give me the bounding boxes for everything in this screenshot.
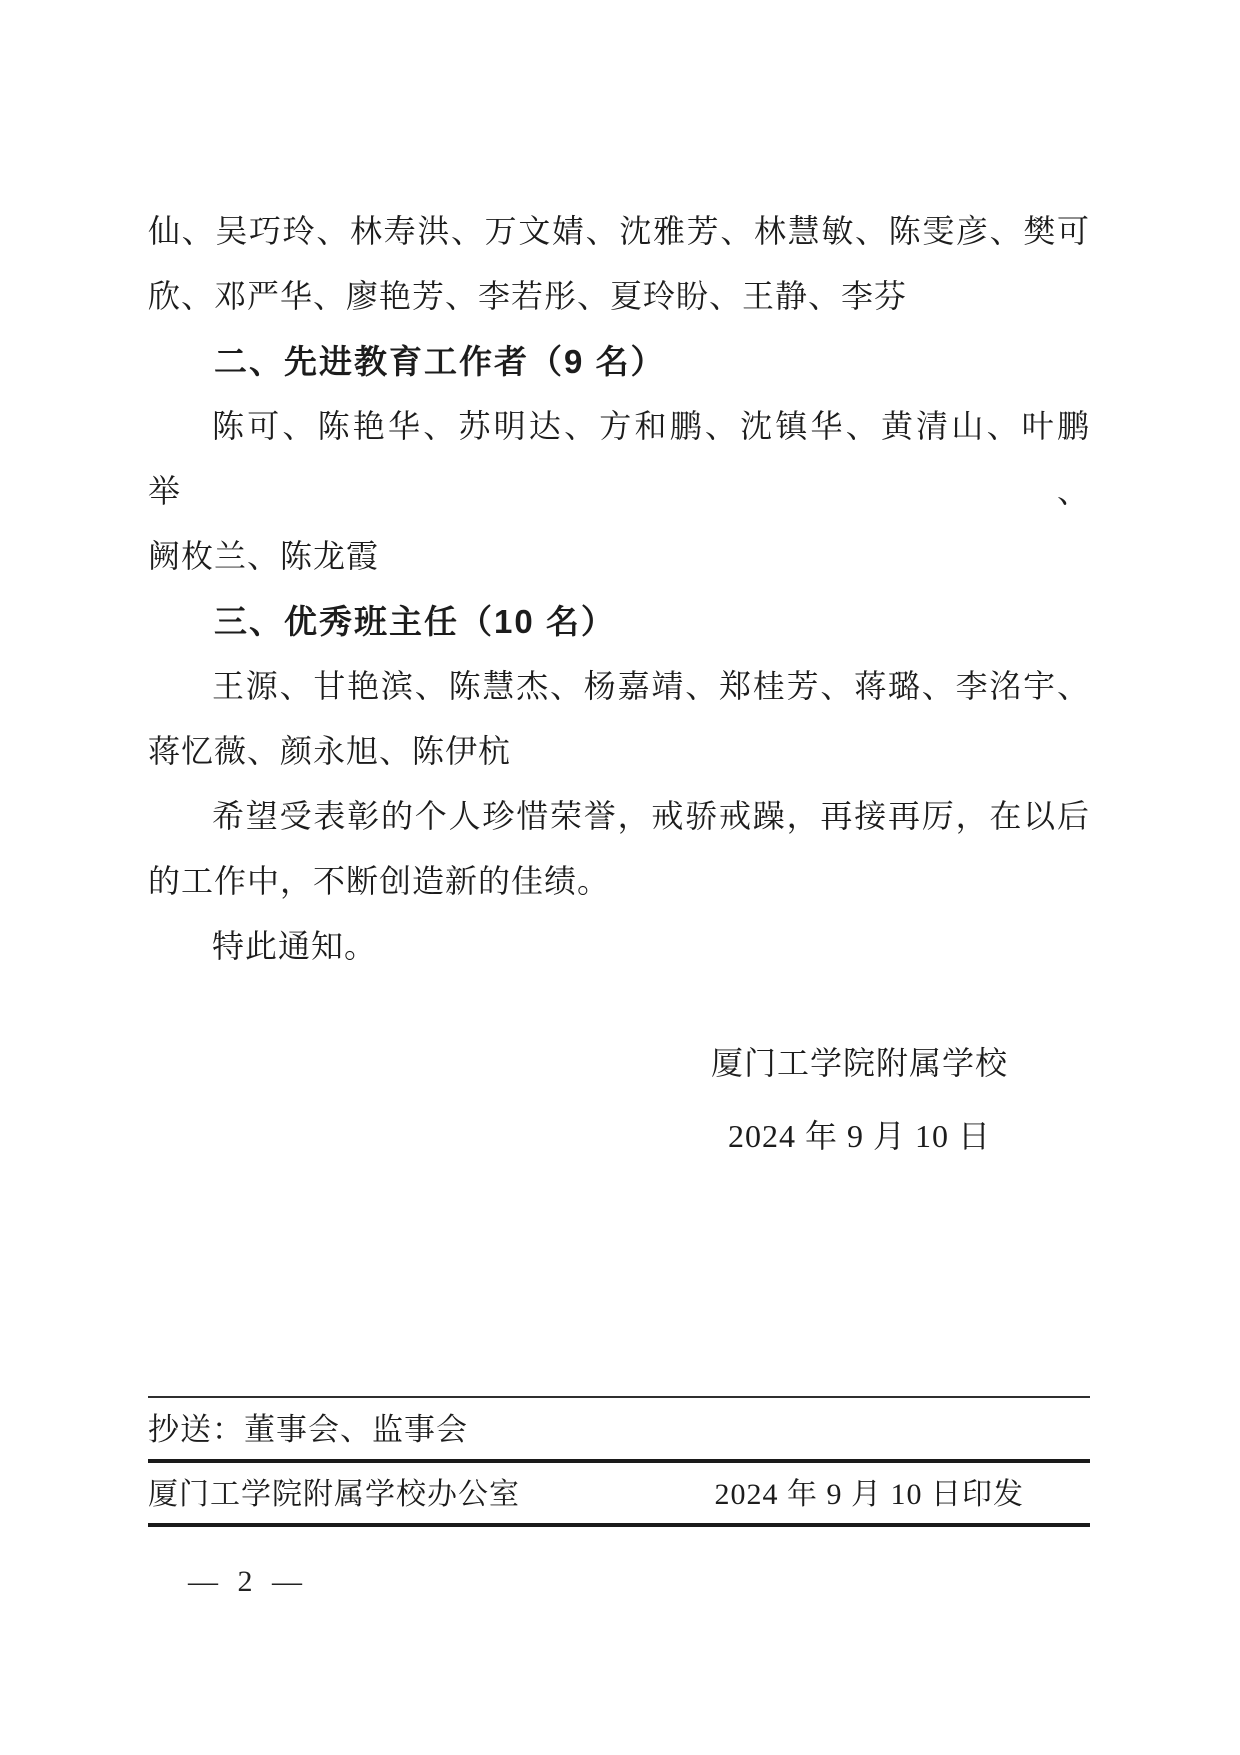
footer-divider-top — [148, 1396, 1090, 1398]
footer-print-date: 2024 年 9 月 10 日印发 — [714, 1478, 1024, 1511]
name-list-line: 欣、邓严华、廖艳芳、李若彤、夏玲盼、王静、李芬 — [148, 278, 908, 314]
name-list-line: 王源、甘艳滨、陈慧杰、杨嘉靖、郑桂芳、蒋璐、李洺宇、 — [212, 668, 1090, 704]
name-list-line: 仙、吴巧玲、林寿洪、万文婧、沈雅芳、林慧敏、陈雯彦、樊可 — [148, 213, 1090, 249]
closing-paragraph-line: 希望受表彰的个人珍惜荣誉，戒骄戒躁，再接再厉，在以后 — [212, 798, 1090, 834]
signature-org: 厦门工学院附属学校 — [710, 1045, 1008, 1081]
name-list-line: 蒋忆薇、颜永旭、陈伊杭 — [148, 733, 512, 769]
document-body — [148, 199, 1090, 979]
footer-divider-middle — [148, 1459, 1090, 1463]
footer-divider-bottom — [148, 1523, 1090, 1527]
signature-block — [711, 1027, 1008, 1173]
footer-cc-line: 抄送：董事会、监事会 — [148, 1412, 468, 1447]
signature-date: 2024 年 9 月 10 日 — [727, 1118, 991, 1154]
section-heading-2: 二、先进教育工作者（9 名） — [214, 343, 666, 380]
name-list-line: 陈可、陈艳华、苏明达、方和鹏、沈镇华、黄清山、叶鹏举、 — [148, 408, 1090, 509]
name-list-line: 阙枚兰、陈龙霞 — [148, 538, 380, 574]
page-number: — 2 — — [188, 1565, 308, 1598]
notice-line: 特此通知。 — [212, 928, 378, 964]
footer-office: 厦门工学院附属学校办公室 — [148, 1478, 520, 1511]
footer-office-row — [148, 1470, 1090, 1520]
closing-paragraph-line: 的工作中，不断创造新的佳绩。 — [148, 863, 611, 899]
section-heading-3: 三、优秀班主任（10 名） — [214, 603, 616, 640]
